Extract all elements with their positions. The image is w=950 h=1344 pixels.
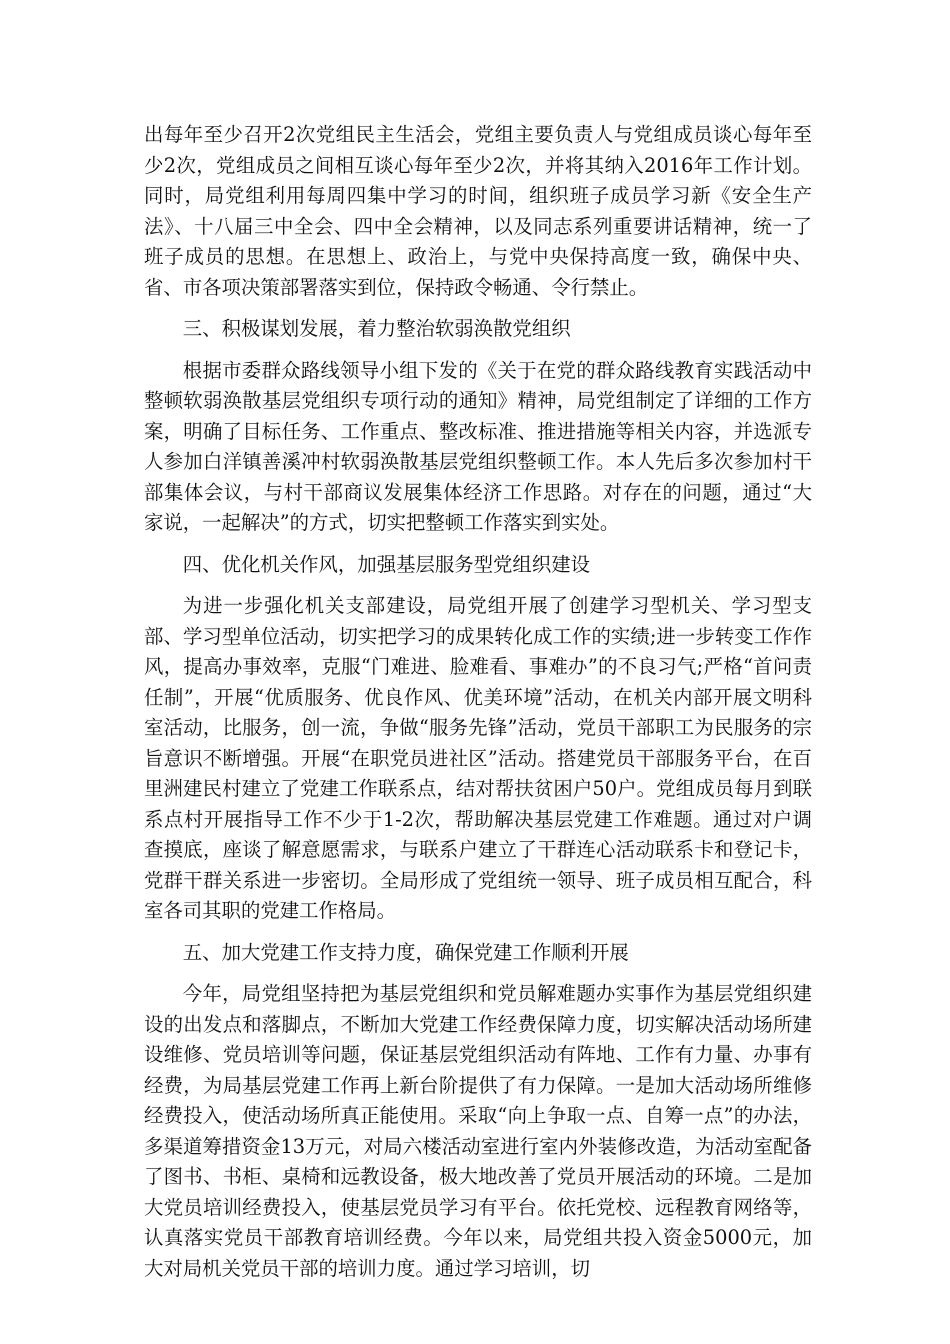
- section-heading-three: 三、积极谋划发展，着力整治软弱涣散党组织: [182, 317, 571, 340]
- section-heading-five: 五、加大党建工作支持力度，确保党建工作顺利开展: [182, 940, 629, 964]
- paragraph-work-style: 为进一步强化机关支部建设，局党组开展了创建学习型机关、学习型支部、学习型单位活动，切实把学习的成果转化成工作的实绩;进一步转变工作作风，提高办事效率，克服“门难进、脸难看、事难办”的不良习气;严格“首问责任制”，开展“优质服务、优良作风、优美环境”活动，在机关内部开展文明科室活动，比服务，创一流，争做“服务先锋”活动，党员干部职工为民服务的宗旨意识不断增强。开展“在职党员进社区”活动。搭建党员干部服务平台，在百里洲建民村建立了党建工作联系点，结对帮扶贫困户50户。党组成员每月到联系点村开展指导工作不少于1-2次，帮助解决基层党建工作难题。通过对户调查摸底，座谈了解意愿需求，与联系户建立了干群连心活动联系卡和登记卡，党群干群关系进一步密切。全局形成了党组统一领导、班子成员相互配合，科室各司其职的党建工作格局。: [144, 594, 812, 922]
- section-heading-four: 四、优化机关作风，加强基层服务型党组织建设: [182, 552, 590, 576]
- paragraph-democratic-life: 出每年至少召开2次党组民主生活会，党组主要负责人与党组成员谈心每年至少2次，党组成员之间相互谈心每年至少2次，并将其纳入2016年工作计划。同时，局党组利用每周四集中学习的时间，组织班子成员学习新《安全生产法》、十八届三中全会、四中全会精神，以及同志系列重要讲话精神，统一了班子成员的思想。在思想上、政治上，与党中央保持高度一致，确保中央、省、市各项决策部署落实到位，保持政令畅通、令行禁止。: [144, 123, 812, 299]
- paragraph-funding-support: 今年，局党组坚持把为基层党组织和党员解难题办实事作为基层党组织建设的出发点和落脚点，不断加大党建工作经费保障力度，切实解决活动场所建设维修、党员培训等问题，保证基层党组织活动有阵地、工作有力量、办事有经费，为局基层党建工作再上新台阶提供了有力保障。一是加大活动场所维修经费投入，使活动场所真正能使用。采取“向上争取一点、自筹一点”的办法，多渠道筹措资金13万元，对局六楼活动室进行室内外装修改造，为活动室配备了图书、书柜、桌椅和远教设备，极大地改善了党员开展活动的环境。二是加大党员培训经费投入，使基层党员学习有平台。依托党校、远程教育网络等，认真落实党员干部教育培训经费。今年以来，局党组共投入资金5000元，加大对局机关党员干部的培训力度。通过学习培训，切: [144, 982, 812, 1280]
- paragraph-rectification: 根据市委群众路线领导小组下发的《关于在党的群众路线教育实践活动中整顿软弱涣散基层党组织专项行动的通知》精神，局党组制定了详细的工作方案，明确了目标任务、工作重点、整改标准、推进措施等相关内容，并选派专人参加白洋镇善溪冲村软弱涣散基层党组织整顿工作。本人先后多次参加村干部集体会议，与村干部商议发展集体经济工作思路。对存在的问题，通过“大家说，一起解决”的方式，切实把整顿工作落实到实处。: [144, 358, 812, 534]
- document-body: [144, 120, 812, 1295]
